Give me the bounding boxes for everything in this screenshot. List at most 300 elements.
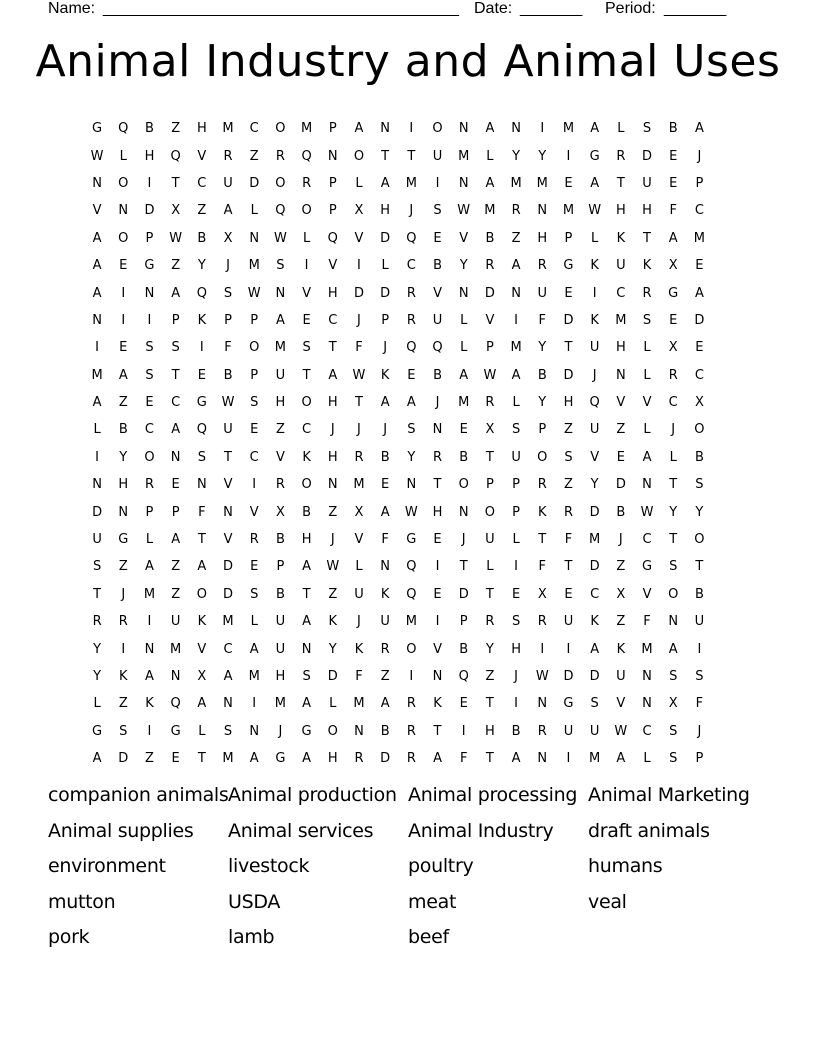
grid-letter: J xyxy=(278,723,283,739)
grid-letter: O xyxy=(353,148,365,164)
name-blank: ________________________________________ xyxy=(103,0,459,17)
grid-letter: O xyxy=(694,422,705,438)
grid-letter: Z xyxy=(171,258,181,274)
grid-letter: S xyxy=(276,258,285,274)
grid-letter: Q xyxy=(432,340,443,356)
grid-letter: A xyxy=(380,175,390,191)
grid-letter: I xyxy=(540,641,545,657)
grid-letter: T xyxy=(669,532,678,548)
grid-letter: R xyxy=(485,258,495,274)
grid-letter: S xyxy=(669,723,678,739)
grid-letter: W xyxy=(221,395,235,411)
grid-letter: H xyxy=(511,641,521,657)
grid-letter: R xyxy=(92,614,102,630)
grid-letter: C xyxy=(694,203,704,219)
grid-letter: N xyxy=(92,312,102,328)
grid-letter: H xyxy=(432,504,443,520)
grid-letter: M xyxy=(405,614,417,630)
grid-letter: Q xyxy=(196,285,207,301)
grid-row xyxy=(84,115,713,142)
grid-letter: F xyxy=(355,669,363,684)
grid-letter: W xyxy=(640,504,654,520)
grid-letter: U xyxy=(563,614,574,630)
grid-letter: B xyxy=(223,367,233,383)
grid-letter: H xyxy=(327,285,338,301)
grid-letter: C xyxy=(197,175,207,191)
grid-letter: A xyxy=(118,367,128,383)
grid-letter: F xyxy=(695,696,704,712)
grid-letter: T xyxy=(302,586,311,602)
grid-letter: J xyxy=(697,148,702,164)
grid-row xyxy=(84,718,713,745)
grid-letter: A xyxy=(406,395,416,411)
grid-letter: N xyxy=(380,121,391,137)
grid-letter: W xyxy=(483,367,497,383)
grid-letter: A xyxy=(380,395,390,411)
grid-letter: P xyxy=(171,312,180,328)
grid-letter: A xyxy=(302,751,312,767)
grid-letter: X xyxy=(668,340,678,356)
grid-letter: X xyxy=(616,586,626,602)
grid-letter: H xyxy=(275,669,286,684)
grid-letter: Z xyxy=(564,477,573,493)
grid-letter: X xyxy=(171,203,181,219)
grid-letter: P xyxy=(695,751,704,767)
grid-letter: S xyxy=(590,696,599,712)
grid-letter: R xyxy=(642,285,652,301)
grid-letter: W xyxy=(247,285,261,301)
grid-letter: U xyxy=(589,723,600,739)
grid-letter: I xyxy=(566,751,571,767)
grid-letter: K xyxy=(354,641,364,657)
grid-letter: B xyxy=(380,723,390,739)
grid-letter: S xyxy=(92,559,102,575)
grid-letter: U xyxy=(642,175,652,191)
grid-letter: R xyxy=(668,367,678,383)
grid-letter: D xyxy=(589,504,600,520)
grid-letter: Y xyxy=(93,641,102,657)
grid-row xyxy=(84,526,713,553)
grid-letter: A xyxy=(668,230,678,246)
grid-letter: A xyxy=(92,230,102,246)
grid-letter: N xyxy=(615,367,626,383)
grid-row xyxy=(84,197,713,224)
grid-letter: B xyxy=(145,121,154,137)
grid-letter: I xyxy=(409,669,414,684)
grid-letter: M xyxy=(693,230,706,246)
grid-letter: H xyxy=(327,751,338,767)
grid-letter: D xyxy=(92,504,103,520)
grid-letter: E xyxy=(459,696,468,712)
grid-letter: A xyxy=(328,367,338,383)
grid-letter: A xyxy=(511,751,521,767)
grid-letter: N xyxy=(380,559,391,575)
grid-letter: T xyxy=(433,477,442,493)
grid-letter: E xyxy=(616,449,625,465)
grid-letter: U xyxy=(616,669,626,684)
grid-row xyxy=(84,307,713,334)
grid-letter: N xyxy=(537,751,548,767)
grid-letter: S xyxy=(223,723,233,739)
grid-letter: V xyxy=(616,395,626,411)
grid-letter: O xyxy=(301,477,312,493)
word-bank-item: USDA xyxy=(228,890,281,913)
grid-letter: I xyxy=(95,340,100,356)
grid-letter: R xyxy=(537,614,547,630)
grid-letter: R xyxy=(380,641,390,657)
grid-letter: N xyxy=(92,477,102,493)
grid-letter: C xyxy=(171,395,181,411)
grid-letter: S xyxy=(642,312,652,328)
grid-letter: L xyxy=(486,148,494,164)
grid-letter: Q xyxy=(170,696,181,712)
grid-letter: L xyxy=(669,449,677,465)
grid-row xyxy=(84,334,713,361)
grid-letter: S xyxy=(511,422,521,438)
grid-letter: J xyxy=(618,532,623,548)
grid-letter: Z xyxy=(118,696,128,712)
grid-letter: P xyxy=(250,312,259,328)
grid-letter: T xyxy=(485,586,494,602)
grid-letter: Y xyxy=(590,477,599,493)
grid-letter: K xyxy=(590,614,599,630)
grid-letter: M xyxy=(248,669,260,684)
grid-letter: K xyxy=(538,504,547,520)
grid-letter: E xyxy=(381,477,390,493)
grid-letter: O xyxy=(301,203,312,219)
grid-row xyxy=(84,635,713,662)
grid-letter: F xyxy=(224,340,232,356)
grid-letter: A xyxy=(302,696,312,712)
grid-letter: R xyxy=(406,723,416,739)
grid-letter: C xyxy=(144,422,154,438)
grid-letter: P xyxy=(171,504,180,520)
grid-letter: S xyxy=(695,477,704,493)
grid-letter: T xyxy=(171,367,180,383)
grid-letter: L xyxy=(591,230,599,246)
grid-letter: R xyxy=(354,449,364,465)
grid-letter: M xyxy=(353,696,365,712)
grid-letter: N xyxy=(144,641,155,657)
grid-row xyxy=(84,444,713,471)
grid-letter: B xyxy=(511,723,521,739)
grid-letter: J xyxy=(697,723,702,739)
grid-letter: K xyxy=(380,367,390,383)
grid-letter: P xyxy=(224,312,232,328)
grid-letter: O xyxy=(537,449,548,465)
grid-letter: A xyxy=(249,751,259,767)
word-bank-item: Animal Marketing xyxy=(588,784,750,806)
grid-row xyxy=(84,745,713,772)
grid-letter: K xyxy=(302,449,311,465)
grid-letter: H xyxy=(196,121,207,137)
grid-letter: Y xyxy=(512,148,521,164)
grid-letter: F xyxy=(459,751,468,767)
period-blank: _______ xyxy=(664,0,727,17)
grid-letter: E xyxy=(564,586,573,602)
grid-letter: E xyxy=(433,532,442,548)
word-bank-item: companion animals xyxy=(48,784,229,806)
grid-letter: Z xyxy=(616,614,626,630)
grid-letter: P xyxy=(145,230,154,246)
grid-letter: B xyxy=(616,504,626,520)
grid-letter: G xyxy=(144,258,155,274)
grid-letter: I xyxy=(121,312,126,328)
grid-letter: P xyxy=(512,504,521,520)
grid-letter: H xyxy=(144,148,155,164)
grid-letter: N xyxy=(196,477,207,493)
grid-letter: H xyxy=(327,449,338,465)
grid-row xyxy=(84,362,713,389)
grid-letter: P xyxy=(459,614,468,630)
grid-letter: S xyxy=(669,669,678,684)
grid-letter: K xyxy=(433,696,442,712)
grid-letter: H xyxy=(642,203,652,219)
grid-letter: B xyxy=(275,532,285,548)
word-bank xyxy=(48,781,768,959)
grid-letter: T xyxy=(538,532,547,548)
word-bank-item xyxy=(588,923,768,959)
grid-letter: G xyxy=(170,723,181,739)
grid-letter: L xyxy=(460,340,468,356)
grid-letter: F xyxy=(669,203,677,219)
grid-letter: L xyxy=(302,230,311,246)
grid-letter: Z xyxy=(564,422,573,438)
grid-letter: N xyxy=(642,669,652,684)
grid-letter: H xyxy=(615,340,626,356)
grid-letter: J xyxy=(330,532,335,548)
grid-letter: O xyxy=(275,121,286,137)
grid-letter: K xyxy=(197,614,207,630)
grid-letter: X xyxy=(275,504,285,520)
grid-letter: N xyxy=(170,669,181,684)
grid-letter: Q xyxy=(406,586,417,602)
grid-letter: V xyxy=(616,696,626,712)
grid-letter: I xyxy=(121,285,126,301)
grid-letter: U xyxy=(432,148,443,164)
grid-letter: H xyxy=(380,203,391,219)
grid-letter: B xyxy=(118,422,128,438)
grid-letter: I xyxy=(252,477,257,493)
grid-letter: V xyxy=(354,532,364,548)
grid-letter: E xyxy=(433,586,442,602)
grid-letter: V xyxy=(223,532,233,548)
grid-letter: J xyxy=(409,203,414,219)
word-bank-item: poultry xyxy=(408,855,474,877)
grid-letter: P xyxy=(328,203,337,219)
grid-letter: Z xyxy=(171,586,181,602)
grid-letter: L xyxy=(643,340,651,356)
grid-letter: T xyxy=(485,751,494,767)
grid-letter: M xyxy=(274,696,287,712)
grid-letter: M xyxy=(248,258,260,274)
grid-letter: P xyxy=(695,175,704,191)
grid-letter: N xyxy=(537,696,548,712)
grid-letter: I xyxy=(566,148,571,164)
grid-letter: S xyxy=(302,340,311,356)
grid-letter: I xyxy=(435,175,440,191)
word-bank-row xyxy=(48,781,768,817)
grid-letter: U xyxy=(170,614,181,630)
grid-letter: M xyxy=(562,121,575,137)
grid-letter: A xyxy=(694,285,704,301)
grid-letter: Z xyxy=(118,559,128,575)
grid-letter: R xyxy=(302,175,312,191)
grid-letter: D xyxy=(589,669,600,684)
grid-letter: P xyxy=(145,504,154,520)
grid-letter: N xyxy=(458,121,469,137)
grid-letter: N xyxy=(275,285,286,301)
word-bank-item: humans xyxy=(588,855,663,877)
grid-letter: S xyxy=(223,285,233,301)
grid-letter: V xyxy=(328,258,338,274)
grid-letter: L xyxy=(460,312,468,328)
grid-letter: Q xyxy=(275,203,286,219)
grid-letter: C xyxy=(328,312,338,328)
grid-letter: Q xyxy=(406,340,417,356)
grid-letter: T xyxy=(564,559,573,575)
grid-letter: A xyxy=(92,751,102,767)
grid-letter: P xyxy=(538,422,547,438)
grid-letter: Y xyxy=(93,669,102,684)
grid-letter: I xyxy=(514,559,519,575)
grid-letter: G xyxy=(118,532,129,548)
grid-letter: J xyxy=(357,614,361,630)
grid-letter: Z xyxy=(328,504,338,520)
grid-letter: M xyxy=(484,203,496,219)
grid-letter: A xyxy=(616,751,626,767)
grid-letter: N xyxy=(458,175,469,191)
grid-letter: U xyxy=(589,340,600,356)
grid-letter: D xyxy=(484,285,495,301)
word-bank-item: meat xyxy=(408,890,457,913)
grid-letter: I xyxy=(514,312,519,328)
grid-letter: R xyxy=(406,312,416,328)
grid-letter: N xyxy=(537,203,548,219)
grid-letter: U xyxy=(589,422,600,438)
word-bank-item: mutton xyxy=(48,890,116,913)
grid-letter: E xyxy=(145,395,154,411)
grid-letter: S xyxy=(433,203,442,219)
grid-letter: I xyxy=(514,696,519,712)
grid-letter: P xyxy=(485,340,494,356)
grid-letter: E xyxy=(695,340,704,356)
grid-letter: R xyxy=(406,285,416,301)
word-bank-item: pork xyxy=(48,926,90,948)
grid-letter: Z xyxy=(275,422,285,438)
grid-letter: S xyxy=(145,340,154,356)
grid-letter: J xyxy=(514,669,519,684)
date-label: Date: xyxy=(474,0,513,17)
grid-row xyxy=(84,690,713,717)
grid-letter: A xyxy=(171,532,181,548)
grid-letter: A xyxy=(511,258,521,274)
grid-letter: Z xyxy=(380,669,390,684)
grid-letter: Z xyxy=(118,395,128,411)
grid-letter: D xyxy=(144,203,155,219)
grid-letter: N xyxy=(223,696,233,712)
grid-letter: A xyxy=(145,559,154,575)
grid-letter: D xyxy=(380,751,391,767)
grid-letter: P xyxy=(564,230,573,246)
grid-letter: P xyxy=(381,312,390,328)
grid-letter: S xyxy=(564,449,573,465)
grid-letter: V xyxy=(433,641,442,657)
grid-letter: L xyxy=(355,559,363,575)
grid-letter: N xyxy=(144,285,155,301)
grid-letter: B xyxy=(694,449,704,465)
grid-letter: M xyxy=(222,121,234,137)
grid-letter: S xyxy=(250,586,259,602)
grid-letter: V xyxy=(433,285,442,301)
grid-letter: E xyxy=(459,422,468,438)
grid-letter: M xyxy=(91,367,103,383)
grid-row xyxy=(84,142,713,169)
grid-letter: G xyxy=(641,559,653,575)
grid-letter: J xyxy=(357,312,361,328)
grid-letter: M xyxy=(615,312,627,328)
grid-letter: B xyxy=(433,367,442,383)
grid-letter: D xyxy=(563,312,574,328)
grid-letter: I xyxy=(147,723,152,739)
grid-letter: D xyxy=(694,312,705,328)
grid-letter: V xyxy=(642,395,652,411)
grid-letter: T xyxy=(328,340,337,356)
grid-letter: I xyxy=(592,285,597,301)
grid-letter: E xyxy=(119,340,128,356)
grid-letter: K xyxy=(380,586,390,602)
grid-letter: I xyxy=(435,559,440,575)
word-bank-item: Animal processing xyxy=(408,784,578,806)
grid-letter: D xyxy=(249,175,260,191)
grid-letter: R xyxy=(144,477,154,493)
grid-letter: C xyxy=(642,532,652,548)
grid-letter: A xyxy=(249,641,259,657)
grid-letter: T xyxy=(616,175,625,191)
grid-letter: A xyxy=(511,367,521,383)
grid-letter: K xyxy=(119,669,128,684)
grid-letter: N xyxy=(354,723,364,739)
grid-letter: C xyxy=(616,285,626,301)
grid-letter: F xyxy=(643,614,651,630)
grid-letter: N xyxy=(406,477,417,493)
grid-letter: A xyxy=(145,669,154,684)
grid-letter: L xyxy=(93,422,101,438)
grid-letter: X xyxy=(537,586,547,602)
grid-letter: F xyxy=(381,532,389,548)
grid-letter: H xyxy=(563,395,574,411)
grid-letter: S xyxy=(669,559,678,575)
grid-letter: B xyxy=(302,504,312,520)
grid-letter: L xyxy=(329,696,337,712)
grid-letter: W xyxy=(457,203,471,219)
grid-letter: S xyxy=(695,669,704,684)
grid-letter: A xyxy=(642,449,652,465)
grid-letter: K xyxy=(197,312,207,328)
grid-row xyxy=(84,252,713,279)
grid-letter: U xyxy=(354,586,364,602)
grid-letter: D xyxy=(563,669,574,684)
grid-letter: Y xyxy=(197,258,206,274)
grid-letter: A xyxy=(459,367,469,383)
grid-letter: E xyxy=(669,175,678,191)
grid-letter: H xyxy=(485,723,495,739)
grid-letter: N xyxy=(249,723,260,739)
grid-letter: A xyxy=(197,559,207,575)
grid-letter: N xyxy=(458,504,469,520)
grid-letter: O xyxy=(249,340,260,356)
grid-letter: A xyxy=(223,669,233,684)
